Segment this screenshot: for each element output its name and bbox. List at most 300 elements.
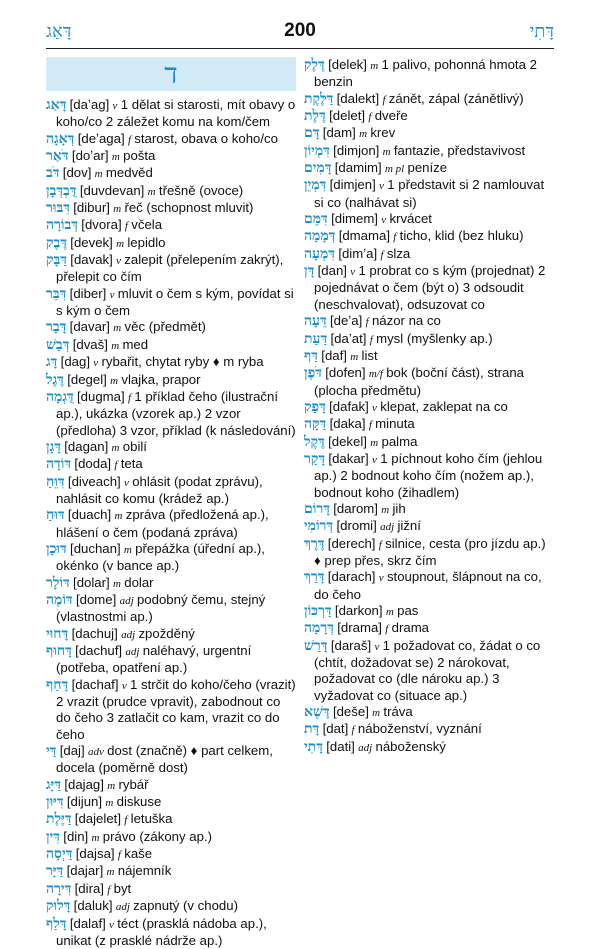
entry-definition: 1 požadovat co, žádat o co (chtít, dožadovat se) 2 nárokovat, požadovat co (dle nároku ap.) 3 vyžadovat co (situace ap.) <box>314 638 540 703</box>
entry-headword: דַּיָּג <box>46 777 61 793</box>
entry-definition: rybařit, chytat ryby ♦ m ryba <box>101 354 263 369</box>
entry-definition: řeč (schopnost mluvit) <box>124 200 253 215</box>
dictionary-entry <box>304 211 554 228</box>
dictionary-entry <box>304 399 554 416</box>
entry-part-of-speech: m <box>359 128 367 140</box>
dictionary-entry <box>304 501 554 518</box>
entry-definition: palma <box>381 434 417 449</box>
entry-definition: stoupnout, šlápnout na co, do čeho <box>314 569 542 601</box>
entry-definition: přepážka (úřední ap.), okénko (v bance ap.) <box>56 541 265 573</box>
dictionary-entry <box>304 331 554 348</box>
dictionary-entry <box>304 313 554 330</box>
entry-part-of-speech: f <box>385 623 388 635</box>
entry-headword: דֶּגֶל <box>46 372 64 388</box>
entry-definition: pas <box>397 603 418 618</box>
entry-transcription: [dugma] <box>77 389 125 404</box>
entry-part-of-speech: v <box>116 255 121 267</box>
entry-definition: bok (boční část), strana (plocha předmětu) <box>314 365 524 397</box>
entry-transcription: [dmama] <box>339 228 390 243</box>
entry-part-of-speech: m <box>148 186 156 198</box>
entry-headword: דֹּב <box>46 165 59 181</box>
entry-definition: zánět, zápal (zánětlivý) <box>389 91 524 106</box>
entry-part-of-speech: m <box>110 375 118 387</box>
entry-part-of-speech: f <box>382 94 385 106</box>
entry-definition: krev <box>370 125 395 140</box>
entry-headword: דֶּבֶק <box>46 235 67 251</box>
entry-transcription: [dalaf] <box>70 916 106 931</box>
entry-part-of-speech: m <box>113 578 121 590</box>
entry-definition: list <box>362 348 378 363</box>
entry-part-of-speech: f <box>393 231 396 243</box>
entry-transcription: [dome] <box>76 592 116 607</box>
entry-definition: letuška <box>131 811 173 826</box>
entry-definition: 1 příklad čeho (ilustrační ap.), ukázka (vzorek ap.) 2 vzor (předloha) 3 vzor, příklad (k následování) <box>56 389 296 438</box>
entry-part-of-speech: m <box>114 510 122 522</box>
entry-headword: דַּיָּר <box>46 863 63 879</box>
entry-transcription: [dekel] <box>328 434 367 449</box>
entry-headword: דַּיֶּלֶת <box>46 811 72 827</box>
entry-headword: דְּרָמָה <box>304 620 334 636</box>
entry-headword: דִּבּוּר <box>46 200 70 216</box>
entry-headword: דּוֹלָר <box>46 575 70 591</box>
entry-definition: dveře <box>375 108 408 123</box>
entry-headword: דִּירָה <box>46 881 71 897</box>
entry-transcription: [doʼar] <box>72 148 109 163</box>
entry-definition: jih <box>393 501 406 516</box>
entry-transcription: [diveach] <box>68 474 121 489</box>
entry-part-of-speech: f <box>380 249 383 261</box>
dictionary-entry <box>304 177 554 211</box>
dictionary-entry <box>46 165 296 182</box>
entry-part-of-speech: m <box>124 544 132 556</box>
page-number: 200 <box>46 20 554 42</box>
entry-part-of-speech: v <box>372 402 377 414</box>
entry-definition: dost (značně) ♦ part celkem, docela (poměrně dost) <box>56 743 273 775</box>
entry-part-of-speech: f <box>128 392 131 404</box>
entry-part-of-speech: m <box>111 340 119 352</box>
dictionary-entry <box>46 881 296 898</box>
dictionary-entry <box>304 143 554 160</box>
entry-definition: krvácet <box>389 211 432 226</box>
entry-headword: דִּמְיֵן <box>304 177 326 193</box>
entry-definition: tráva <box>383 704 412 719</box>
dictionary-entry <box>46 474 296 508</box>
entry-definition: 1 dělat si starosti, mít obavy o koho/co 2 záležet komu na kom/čem <box>56 97 295 129</box>
entry-headword: דָּם <box>304 125 319 141</box>
entry-headword: דֻּגְמָה <box>46 389 74 405</box>
entry-definition: zapnutý (v chodu) <box>133 898 238 913</box>
entry-part-of-speech: m <box>370 437 378 449</box>
entry-definition: vlajka, prapor <box>121 372 200 387</box>
entry-transcription: [dajag] <box>64 777 104 792</box>
dictionary-entry <box>46 252 296 286</box>
dictionary-entry <box>46 829 296 846</box>
dictionary-entry <box>46 319 296 336</box>
right-entry-list <box>304 57 554 756</box>
entry-part-of-speech: v <box>124 477 129 489</box>
entry-definition: náboženský <box>376 739 446 754</box>
dictionary-entry <box>304 704 554 721</box>
entry-part-of-speech: v <box>372 454 377 466</box>
entry-transcription: [daka] <box>330 416 366 431</box>
entry-definition: kaše <box>124 846 152 861</box>
entry-headword: דְּבַשׁ <box>46 337 69 353</box>
entry-part-of-speech: v <box>93 357 98 369</box>
entry-part-of-speech: f <box>114 459 117 471</box>
entry-headword: דֹּאַר <box>46 148 69 164</box>
entry-headword: דִּמֵּם <box>304 211 328 227</box>
entry-headword: דַּיְסָה <box>46 846 72 862</box>
entry-part-of-speech: m pl <box>385 163 404 175</box>
entry-definition: ohlásit (podat zprávu), nahlásit co komu (krádež ap.) <box>56 474 263 506</box>
entry-part-of-speech: f <box>369 419 372 431</box>
entry-part-of-speech: v <box>374 641 379 653</box>
entry-headword: דָּפַק <box>304 399 326 415</box>
entry-part-of-speech: adj <box>121 629 135 641</box>
entry-part-of-speech: v <box>381 214 386 226</box>
entry-headword: דַּלֶּקֶת <box>304 91 333 107</box>
entry-part-of-speech: f <box>352 724 355 736</box>
dictionary-entry <box>46 541 296 575</box>
entry-part-of-speech: m <box>112 442 120 454</box>
entry-definition: ticho, klid (bez hluku) <box>400 228 524 243</box>
entry-transcription: [darkon] <box>335 603 383 618</box>
letter-heading: ד <box>46 57 296 91</box>
header-last-word: דָּתִי <box>530 21 554 42</box>
dictionary-entry <box>304 348 554 365</box>
entry-transcription: [daʼag] <box>70 97 110 112</box>
entry-headword: דֹּפֶן <box>304 365 322 381</box>
entry-part-of-speech: adv <box>88 746 104 758</box>
entry-headword: דִּבֵּר <box>46 286 66 302</box>
entry-headword: דָּלוּק <box>46 898 70 914</box>
dictionary-entry <box>304 451 554 501</box>
entry-headword: דִּין <box>46 829 60 845</box>
entry-transcription: [daj] <box>60 743 85 758</box>
entry-definition: mluvit o čem s kým, povídat si s kým o čem <box>56 286 294 318</box>
entry-headword: דִּמְעָה <box>304 246 335 262</box>
entry-transcription: [dachuj] <box>72 626 118 641</box>
entry-part-of-speech: f <box>128 134 131 146</box>
right-column <box>304 57 554 756</box>
dictionary-entry <box>304 603 554 620</box>
entry-definition: včela <box>131 217 162 232</box>
entry-transcription: [dam] <box>323 125 356 140</box>
entry-part-of-speech: m <box>107 780 115 792</box>
entry-headword: דָּתִי <box>304 739 323 755</box>
entry-part-of-speech: adj <box>358 742 372 754</box>
entry-part-of-speech: m <box>116 238 124 250</box>
entry-part-of-speech: v <box>113 100 118 112</box>
entry-headword: דַּרְכּוֹן <box>304 603 332 619</box>
dictionary-entry <box>46 777 296 794</box>
entry-transcription: [dromi] <box>336 518 376 533</box>
entry-part-of-speech: m <box>372 707 380 719</box>
entry-transcription: [daluk] <box>74 898 113 913</box>
dictionary-entry <box>46 217 296 234</box>
entry-part-of-speech: m <box>112 151 120 163</box>
left-entry-list <box>46 97 296 949</box>
entry-transcription: [dolar] <box>73 575 110 590</box>
entry-definition: drama <box>392 620 429 635</box>
entry-transcription: [dibur] <box>73 200 110 215</box>
entry-definition: názor na co <box>372 313 441 328</box>
dictionary-entry <box>46 286 296 320</box>
dictionary-entry <box>304 246 554 263</box>
entry-headword: דֶּשֶׁא <box>304 704 330 720</box>
dictionary-entry <box>46 372 296 389</box>
entry-transcription: [dajelet] <box>75 811 121 826</box>
entry-part-of-speech: m <box>381 504 389 516</box>
entry-part-of-speech: m <box>386 606 394 618</box>
entry-transcription: [dag] <box>61 354 90 369</box>
entry-transcription: [dvora] <box>81 217 121 232</box>
entry-headword: דָּרַךְ <box>304 569 325 585</box>
dictionary-entry <box>304 365 554 399</box>
entry-part-of-speech: m <box>92 832 100 844</box>
entry-headword: דָּרוֹם <box>304 501 330 517</box>
entry-definition: klepat, zaklepat na co <box>380 399 508 414</box>
entry-transcription: [duach] <box>68 507 111 522</box>
entry-transcription: [dov] <box>63 165 92 180</box>
entry-part-of-speech: m <box>95 168 103 180</box>
entry-definition: naléhavý, urgentní (potřeba, opatření ap.) <box>56 643 251 675</box>
entry-transcription: [doda] <box>74 456 111 471</box>
dictionary-entry <box>304 569 554 603</box>
entry-transcription: [dalekt] <box>337 91 380 106</box>
entry-definition: fantazie, představivost <box>394 143 525 158</box>
entry-transcription: [duchan] <box>70 541 121 556</box>
entry-transcription: [diber] <box>70 286 107 301</box>
entry-transcription: [delet] <box>329 108 365 123</box>
dictionary-entry <box>46 743 296 777</box>
entry-headword: דְּמָמָה <box>304 228 335 244</box>
entry-part-of-speech: f <box>107 884 110 896</box>
entry-transcription: [delek] <box>328 57 367 72</box>
dictionary-entry <box>46 337 296 354</box>
dictionary-entry <box>304 721 554 738</box>
entry-headword: דֶּלֶת <box>304 108 326 124</box>
entry-transcription: [dan] <box>318 263 347 278</box>
entry-transcription: [dati] <box>326 739 355 754</box>
entry-part-of-speech: f <box>118 849 121 861</box>
entry-part-of-speech: adj <box>380 521 394 533</box>
dictionary-entry <box>304 638 554 704</box>
dictionary-entry <box>46 575 296 592</box>
entry-definition: nájemník <box>118 863 172 878</box>
entry-part-of-speech: f <box>366 316 369 328</box>
entry-definition: slza <box>387 246 410 261</box>
dictionary-entry <box>304 620 554 637</box>
entry-definition: 1 probrat co s kým (projednat) 2 pojednávat o čem (být o) 3 odsoudit (neschvalovat), odsuzovat co <box>314 263 545 312</box>
entry-definition: zalepit (přelepením zakrýt), přelepit co čím <box>56 252 283 284</box>
entry-transcription: [deʼaga] <box>78 131 125 146</box>
entry-headword: דָּמִים <box>304 160 331 176</box>
header-rule <box>46 48 554 49</box>
entry-headword: דֻּבְדְּבָן <box>46 183 77 199</box>
entry-headword: דּוּכָן <box>46 541 67 557</box>
dictionary-entry <box>46 811 296 828</box>
entry-transcription: [dachuf] <box>75 643 122 658</box>
entry-definition: minuta <box>375 416 415 431</box>
dictionary-entry <box>304 91 554 108</box>
dictionary-entry <box>46 183 296 200</box>
dictionary-entry <box>46 354 296 371</box>
entry-headword: דָּחוּי <box>46 626 68 642</box>
entry-headword: דֶּקֶל <box>304 434 325 450</box>
entry-transcription: [davar] <box>70 319 110 334</box>
header-first-word: דָּאַג <box>46 21 71 42</box>
entry-headword: דְּבוֹרָה <box>46 217 78 233</box>
entry-part-of-speech: f <box>379 539 382 551</box>
entry-part-of-speech: m <box>105 797 113 809</box>
entry-headword: דַּבָּק <box>46 252 67 268</box>
dictionary-entry <box>46 794 296 811</box>
dictionary-entry <box>46 677 296 743</box>
entry-headword: דְּאָגָה <box>46 131 74 147</box>
dictionary-entry <box>46 97 296 131</box>
entry-transcription: [dagan] <box>64 439 108 454</box>
entry-headword: דּוּחַ <box>46 507 65 523</box>
entry-definition: teta <box>121 456 143 471</box>
entry-part-of-speech: m <box>370 60 378 72</box>
dictionary-entry <box>304 125 554 142</box>
entry-transcription: [dachaf] <box>72 677 119 692</box>
entry-part-of-speech: f <box>124 814 127 826</box>
entry-transcription: [drama] <box>337 620 382 635</box>
entry-transcription: [darom] <box>333 501 378 516</box>
entry-transcription: [dat] <box>323 721 349 736</box>
entry-transcription: [dimʼa] <box>338 246 377 261</box>
entry-transcription: [daf] <box>321 348 347 363</box>
entry-definition: věc (předmět) <box>125 319 206 334</box>
entry-definition: třešně (ovoce) <box>159 183 243 198</box>
entry-definition: peníze <box>408 160 448 175</box>
entry-definition: starost, obava o koho/co <box>134 131 278 146</box>
entry-definition: 1 palivo, pohonná hmota 2 benzin <box>314 57 537 89</box>
dictionary-entry <box>304 739 554 756</box>
entry-transcription: [davak] <box>70 252 113 267</box>
dictionary-entry <box>46 846 296 863</box>
entry-transcription: [duvdevan] <box>80 183 145 198</box>
dictionary-entry <box>46 898 296 915</box>
entry-definition: náboženství, vyznání <box>358 721 482 736</box>
entry-transcription: [din] <box>63 829 88 844</box>
entry-definition: obilí <box>123 439 147 454</box>
entry-part-of-speech: v <box>110 289 115 301</box>
entry-part-of-speech: v <box>379 572 384 584</box>
entry-definition: podobný čemu, stejný (vlastnostmi ap.) <box>56 592 265 624</box>
dictionary-entry <box>46 456 296 473</box>
entry-part-of-speech: v <box>350 266 355 278</box>
entry-part-of-speech: v <box>122 680 127 692</box>
dictionary-entry <box>46 626 296 643</box>
entry-headword: דֶּלֶק <box>304 57 325 73</box>
entry-transcription: [dakar] <box>328 451 368 466</box>
entry-transcription: [dafak] <box>329 399 369 414</box>
entry-definition: rybář <box>118 777 148 792</box>
dictionary-entry <box>304 57 554 91</box>
dictionary-entry <box>46 439 296 456</box>
dictionary-entry <box>304 228 554 245</box>
entry-headword: דָּלַף <box>46 916 67 932</box>
entry-part-of-speech: f <box>370 334 373 346</box>
entry-definition: silnice, cesta (pro jízdu ap.) ♦ prep přes, skrz čím <box>314 536 546 568</box>
entry-part-of-speech: m <box>113 203 121 215</box>
entry-transcription: [dira] <box>75 881 104 896</box>
entry-definition: právo (zákony ap.) <box>103 829 212 844</box>
dictionary-entry <box>46 507 296 541</box>
dictionary-entry <box>46 916 296 949</box>
entry-headword: דַּקָּה <box>304 416 326 432</box>
page-header <box>46 20 554 44</box>
entry-headword: דַּף <box>304 348 318 364</box>
entry-transcription: [devek] <box>70 235 113 250</box>
entry-headword: דַּי <box>46 743 56 759</box>
dictionary-entry <box>304 518 554 535</box>
dictionary-entry <box>46 643 296 677</box>
entry-part-of-speech: f <box>125 220 128 232</box>
entry-transcription: [deʼa] <box>330 313 362 328</box>
entry-headword: דָּקַר <box>304 451 325 467</box>
entry-transcription: [daʼat] <box>331 331 367 346</box>
dictionary-entry <box>46 200 296 217</box>
entry-part-of-speech: adj <box>125 646 139 658</box>
dictionary-entry <box>46 148 296 165</box>
entry-headword: דִּוֵּחַ <box>46 474 65 490</box>
entry-headword: דַּעַת <box>304 331 327 347</box>
entry-transcription: [dvaš] <box>73 337 108 352</box>
entry-definition: dolar <box>124 575 153 590</box>
entry-definition: pošta <box>123 148 155 163</box>
entry-transcription: [derech] <box>328 536 376 551</box>
entry-headword: דּוֹדָה <box>46 456 71 472</box>
entry-headword: דָּבָר <box>46 319 66 335</box>
entry-transcription: [dimem] <box>331 211 378 226</box>
dictionary-entry <box>46 131 296 148</box>
entry-transcription: [dimjen] <box>330 177 376 192</box>
dictionary-entry <box>304 263 554 313</box>
entry-part-of-speech: m <box>350 351 358 363</box>
entry-definition: medvěd <box>106 165 153 180</box>
entry-headword: דָּרַשׁ <box>304 638 328 654</box>
entry-headword: דָּחַף <box>46 677 68 693</box>
dictionary-entry <box>46 235 296 252</box>
entry-headword: דָּג <box>46 354 57 370</box>
entry-definition: 1 strčit do koho/čeho (vrazit) 2 vrazit (prudce vpravit), zabodnout co do čeho 3 zatlačit co kam, vrazit co do čeho <box>56 677 296 742</box>
entry-definition: 1 píchnout koho čím (jehlou ap.) 2 bodnout koho čím (nožem ap.), bodnout koho (žihadlem) <box>314 451 542 500</box>
entry-headword: דִּמְיוֹן <box>304 143 330 159</box>
entry-part-of-speech: adj <box>120 595 134 607</box>
entry-transcription: [degel] <box>67 372 107 387</box>
dictionary-entry <box>46 389 296 439</box>
entry-part-of-speech: m <box>107 866 115 878</box>
dictionary-entry <box>46 592 296 626</box>
dictionary-entry <box>304 108 554 125</box>
entry-headword: דָּת <box>304 721 319 737</box>
entry-transcription: [dofen] <box>325 365 365 380</box>
entry-headword: דָּגָן <box>46 439 61 455</box>
dictionary-entry <box>304 434 554 451</box>
entry-definition: mysl (myšlenky ap.) <box>376 331 493 346</box>
entry-definition: 1 představit si 2 namlouvat si co (nalhávat si) <box>314 177 544 209</box>
entry-headword: דִּיּוּן <box>46 794 64 810</box>
entry-transcription: [dajsa] <box>76 846 115 861</box>
dictionary-entry <box>304 536 554 570</box>
entry-transcription: [dimjon] <box>333 143 379 158</box>
entry-transcription: [dijun] <box>67 794 102 809</box>
entry-definition: med <box>122 337 148 352</box>
